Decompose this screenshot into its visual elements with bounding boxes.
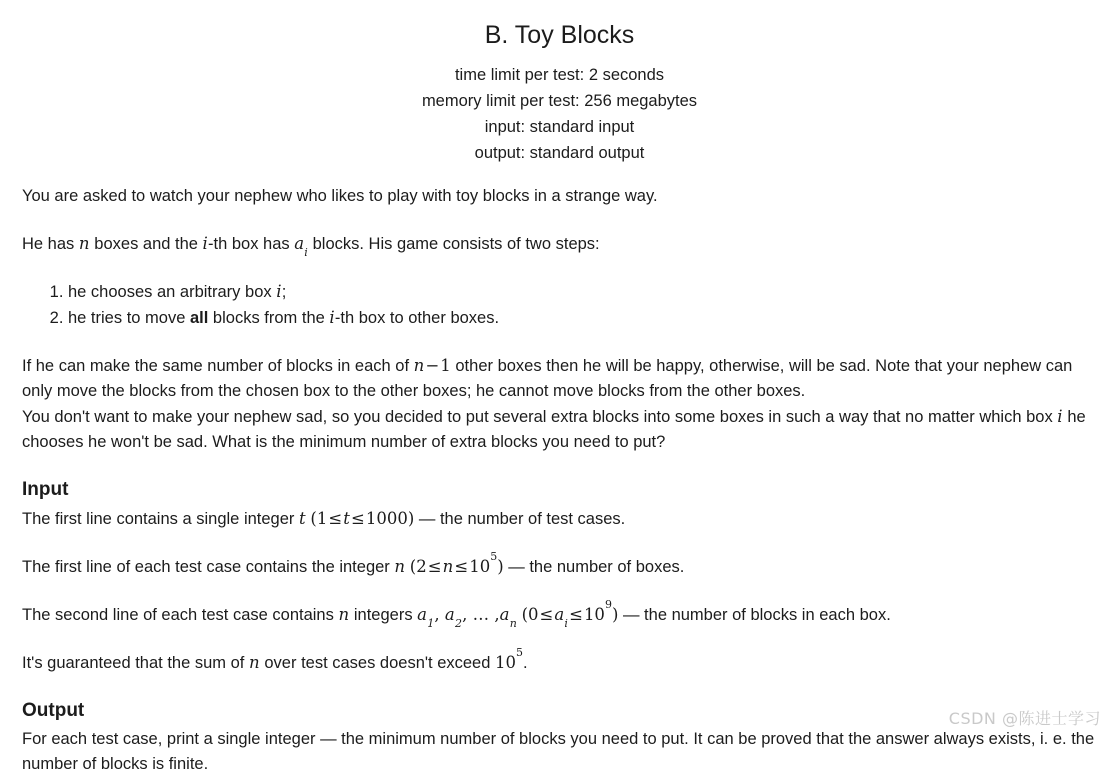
step2-text-a: he tries to move	[68, 309, 190, 327]
paren-open: (	[521, 605, 529, 624]
extra-text-b: he chooses he won't be sad. What is the minimum number of extra blocks you need to put?	[22, 408, 1086, 451]
paren-close: )	[497, 557, 504, 576]
t-lower-bound: 1	[316, 509, 328, 528]
var-n: n	[413, 356, 425, 375]
input-line-array	[22, 598, 1097, 631]
em-dash: —	[622, 606, 640, 624]
input-line-sum-guarantee	[22, 646, 1097, 676]
step2-text-c: -th box to other boxes.	[334, 309, 500, 327]
var-a-subscript: 1	[427, 617, 435, 631]
input-spec-line: input: standard input	[484, 118, 635, 136]
le-operator: ≤	[328, 509, 343, 528]
power-base: 10	[495, 653, 516, 672]
const-one: 1	[440, 356, 451, 375]
happy-text-a: If he can make the same number of blocks in each of	[22, 357, 414, 375]
var-a-i	[554, 605, 569, 631]
var-i: i	[202, 234, 209, 253]
boxes-text-d: blocks. His game consists of two steps:	[308, 235, 600, 253]
le-operator: ≤	[539, 605, 554, 624]
var-a-n	[499, 605, 517, 631]
var-n: n	[78, 234, 90, 253]
var-a-subscript: i	[304, 246, 309, 260]
list-item	[68, 279, 1097, 305]
le-operator: ≤	[454, 557, 469, 576]
input-section-heading: Input	[22, 479, 69, 500]
ellipsis: , … ,	[462, 605, 500, 624]
var-a: a	[499, 605, 510, 624]
em-dash: —	[418, 510, 436, 528]
power-base: 10	[583, 605, 605, 624]
paren-open: (	[409, 557, 417, 576]
power-base: 10	[469, 557, 491, 576]
em-dash: —	[508, 558, 525, 576]
input-array-text-a: The second line of each test case contains	[22, 606, 339, 624]
le-operator: ≤	[351, 509, 365, 528]
var-n: n	[442, 557, 454, 576]
output-description: For each test case, print a single integer — the minimum number of blocks you need to put. It can be proved that the answer always exists, i. e. the number of blocks is finite.	[22, 730, 1095, 773]
minus-operator: −	[425, 356, 440, 375]
power-exponent: 9	[604, 598, 612, 612]
var-a-subscript: 2	[454, 617, 463, 631]
var-i: i	[276, 282, 282, 301]
input-n-text-a: The first line of each test case contains the integer	[22, 558, 395, 576]
sum-text-a: It's guaranteed that the sum of	[22, 654, 249, 672]
input-line-n	[22, 550, 1097, 580]
paren-close: )	[407, 509, 415, 528]
sum-text-c: .	[523, 654, 528, 672]
var-t: t	[343, 509, 351, 528]
paren-close: )	[611, 605, 619, 624]
statement-body	[0, 184, 1119, 777]
var-a: a	[294, 234, 305, 253]
boxes-text-a: He has	[22, 235, 79, 253]
input-t-text-a: The first line contains a single integer	[22, 510, 299, 528]
input-line-t	[22, 506, 1097, 532]
memory-limit-line: memory limit per test: 256 megabytes	[421, 92, 698, 110]
boxes-text-c: -th box has	[208, 235, 295, 253]
happy-sad-paragraph	[22, 353, 1097, 404]
var-a-1	[417, 605, 435, 631]
game-steps-list	[22, 279, 1097, 331]
le-operator: ≤	[569, 605, 583, 624]
extra-blocks-paragraph	[22, 404, 1097, 455]
output-section-heading: Output	[22, 700, 85, 721]
problem-header	[0, 0, 1119, 166]
var-a-subscript: n	[509, 617, 517, 631]
output-spec-line: output: standard output	[474, 144, 645, 162]
var-a-subscript: i	[564, 617, 569, 631]
var-n: n	[248, 653, 260, 672]
time-limit-line: time limit per test: 2 seconds	[454, 66, 665, 84]
power-exponent: 5	[490, 550, 498, 564]
boxes-text-b: boxes and the	[89, 235, 203, 253]
a-lower-bound: 0	[528, 605, 539, 624]
step1-text-a: he chooses an arbitrary box	[68, 283, 277, 301]
step2-emphasis-all: all	[189, 309, 209, 327]
paren-open: (	[310, 509, 317, 528]
list-item	[68, 305, 1097, 331]
input-array-text-b: integers	[349, 606, 418, 624]
input-array-text-c: the number of blocks in each box.	[639, 606, 891, 624]
step2-text-b: blocks from the	[208, 309, 330, 327]
var-a: a	[554, 605, 565, 624]
n-lower-bound: 2	[416, 557, 427, 576]
var-i: i	[329, 308, 335, 327]
page-title: B. Toy Blocks	[484, 21, 635, 49]
step1-text-b: ;	[281, 283, 287, 301]
n-upper-bound	[469, 550, 498, 576]
boxes-paragraph	[22, 231, 1097, 260]
t-upper-bound: 1000	[365, 509, 408, 528]
happy-text-b: other boxes then he will be happy, otherwise, will be sad. Note that your nephew can only move the blocks from the chosen box to the other boxes; he cannot move blocks from the other boxes.	[22, 357, 1073, 400]
var-a-i	[294, 234, 309, 260]
sum-upper-bound	[495, 646, 523, 672]
input-n-text-b: the number of boxes.	[524, 558, 685, 576]
csdn-watermark: CSDN @陈进士学习	[948, 709, 1101, 728]
a-upper-bound	[583, 598, 612, 624]
input-t-text-b: the number of test cases.	[435, 510, 626, 528]
var-n: n	[338, 605, 350, 624]
comma: ,	[434, 605, 445, 624]
var-a: a	[444, 605, 455, 624]
var-i: i	[1057, 407, 1063, 426]
sum-text-b: over test cases doesn't exceed	[259, 654, 495, 672]
le-operator: ≤	[427, 557, 442, 576]
var-a: a	[417, 605, 428, 624]
extra-text-a: You don't want to make your nephew sad, so you decided to put several extra blocks into some boxes in such a way that no matter which box	[22, 408, 1058, 426]
var-a-2	[444, 605, 463, 631]
var-n: n	[394, 557, 406, 576]
power-exponent: 5	[516, 646, 523, 660]
intro-paragraph: You are asked to watch your nephew who likes to play with toy blocks in a strange way.	[22, 187, 658, 205]
var-t: t	[298, 509, 306, 528]
